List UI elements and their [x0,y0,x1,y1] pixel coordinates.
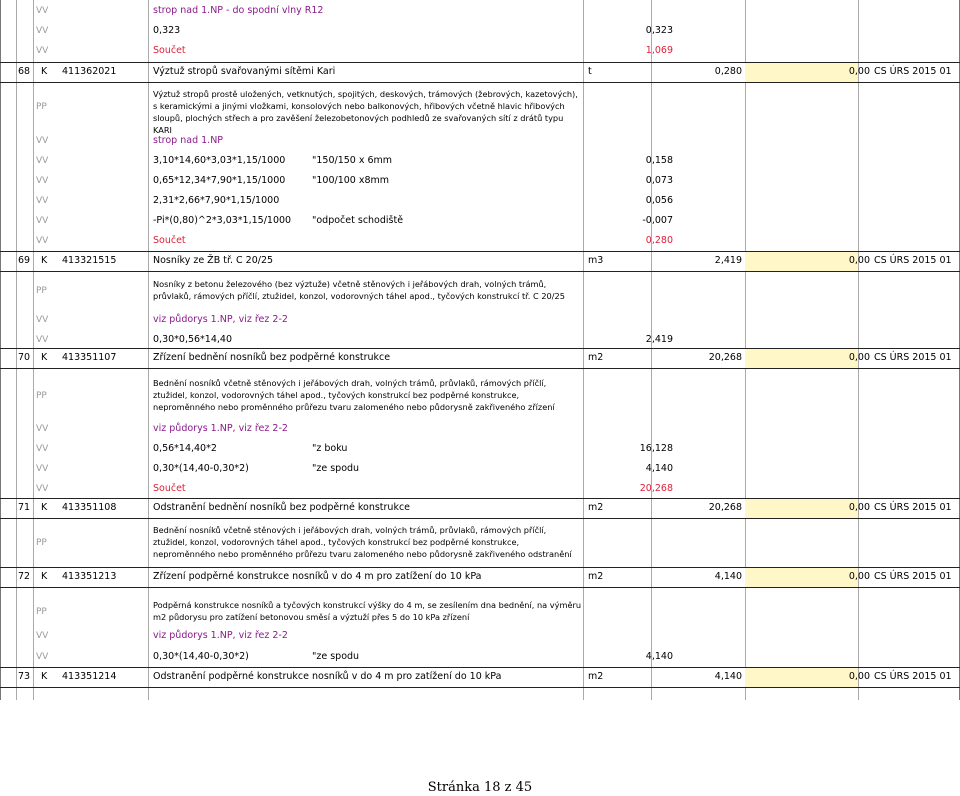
measurement-formula: 0,30*(14,40-0,30*2) [153,463,249,474]
row-tag-pp: PP [36,538,47,548]
row-tag-vv: VV [36,444,49,454]
item-code: 413351214 [62,671,117,682]
measurement-formula: Součet [153,235,186,246]
item-quantity: 20,268 [708,502,742,513]
item-unit: t [588,66,592,77]
item-separator [0,271,960,272]
row-tag-vv: VV [36,196,49,206]
measurement-formula: 0,30*0,56*14,40 [153,334,233,345]
measurement-formula: Součet [153,45,186,56]
measurement-quantity: 0,073 [645,175,673,186]
row-tag-vv: VV [36,46,49,56]
page-footer: Stránka 18 z 45 [427,780,533,795]
item-kind: K [41,502,48,513]
measurement-formula: strop nad 1.NP [153,135,224,146]
item-unit-price: 0,00 [848,255,870,266]
item-code: 413351108 [62,502,117,513]
grid-vline [0,0,1,700]
measurement-quantity: 4,140 [645,651,673,662]
item-kind: K [41,255,48,266]
item-unit: m3 [588,255,604,266]
item-description: Podpěrná konstrukce nosníků a tyčových konstrukcí výšky do 4 m, se zesílením dna bednění, na výměru m2 půdorysu pro zatížení betonovou směsí a výztuží přes 5 do 10 kPa zřízení [153,600,582,622]
item-separator [0,587,960,588]
measurement-formula: strop nad 1.NP - do spodní vlny R12 [153,5,324,16]
measurement-note: "100/100 x8mm [312,175,390,186]
measurement-formula: -Pi*(0,80)^2*3,03*1,15/1000 [153,215,292,226]
item-unit: m2 [588,671,604,682]
item-price-source: CS ÚRS 2015 01 [874,502,952,513]
measurement-formula: 0,65*12,34*7,90*1,15/1000 [153,175,286,186]
item-code: 413321515 [62,255,117,266]
measurement-quantity: 4,140 [645,463,673,474]
item-quantity: 4,140 [714,571,742,582]
row-tag-vv: VV [36,26,49,36]
row-tag-vv: VV [36,136,49,146]
item-unit: m2 [588,352,604,363]
grid-vline [858,0,859,700]
item-number: 68 [18,66,31,77]
row-tag-vv: VV [36,652,49,662]
row-tag-vv: VV [36,315,49,325]
row-tag-vv: VV [36,176,49,186]
item-unit-price: 0,00 [848,66,870,77]
item-kind: K [41,571,48,582]
row-tag-pp: PP [36,607,47,617]
item-number: 69 [18,255,31,266]
grid-vline [651,0,652,700]
measurement-formula: 0,30*(14,40-0,30*2) [153,651,249,662]
measurement-note: "ze spodu [312,651,360,662]
grid-vline [16,0,17,700]
item-description: Výztuž stropů prostě uložených, vetknutých, spojitých, deskových, trámových (žebrových, kazetových), s keramickými a jinými vložkami, konsolových nebo balkonových, hřibových včetně hlavic hřibových sloupů, plochých střech a pro zavěšení železobetonových podhledů ze svařovaných sítí z drátů typu KARI [153,89,578,135]
row-tag-vv: VV [36,335,49,345]
item-kind: K [41,671,48,682]
row-tag-vv: VV [36,216,49,226]
measurement-note: "odpočet schodiště [312,215,404,226]
measurement-quantity: 16,128 [639,443,673,454]
item-quantity: 4,140 [714,671,742,682]
row-tag-pp: PP [36,286,47,296]
item-unit-price: 0,00 [848,352,870,363]
grid-vline [33,0,34,700]
row-tag-pp: PP [36,102,47,112]
measurement-formula: 3,10*14,60*3,03*1,15/1000 [153,155,286,166]
item-code: 411362021 [62,66,117,77]
measurement-note: "ze spodu [312,463,360,474]
measurement-formula: 0,323 [153,25,181,36]
item-price-source: CS ÚRS 2015 01 [874,66,952,77]
row-tag-pp: PP [36,391,47,401]
measurement-formula: viz půdorys 1.NP, viz řez 2-2 [153,630,288,641]
grid-vline [583,0,584,700]
measurement-formula: Součet [153,483,186,494]
item-unit-price: 0,00 [848,671,870,682]
measurement-quantity: 2,419 [645,334,673,345]
item-price-source: CS ÚRS 2015 01 [874,571,952,582]
item-name: Nosníky ze ŽB tř. C 20/25 [153,255,274,266]
item-price-source: CS ÚRS 2015 01 [874,255,952,266]
item-unit-price: 0,00 [848,571,870,582]
row-tag-vv: VV [36,6,49,16]
item-number: 73 [18,671,31,682]
item-quantity: 2,419 [714,255,742,266]
measurement-quantity: 0,323 [645,25,673,36]
item-number: 71 [18,502,31,513]
item-separator [0,368,960,369]
measurement-formula: viz půdorys 1.NP, viz řez 2-2 [153,314,288,325]
measurement-quantity: 0,056 [645,195,673,206]
measurement-quantity: -0,007 [642,215,673,226]
item-code: 413351213 [62,571,117,582]
measurement-note: "150/150 x 6mm [312,155,393,166]
item-price-source: CS ÚRS 2015 01 [874,352,952,363]
item-code: 413351107 [62,352,117,363]
measurement-quantity: 0,158 [645,155,673,166]
measurement-quantity: 1,069 [645,45,673,56]
item-unit: m2 [588,502,604,513]
item-name: Zřízení podpěrné konstrukce nosníků v do 4 m pro zatížení do 10 kPa [153,571,482,582]
measurement-quantity: 20,268 [639,483,673,494]
item-separator [0,518,960,519]
row-tag-vv: VV [36,236,49,246]
measurement-formula: 0,56*14,40*2 [153,443,217,454]
row-tag-vv: VV [36,484,49,494]
item-name: Výztuž stropů svařovanými sítěmi Kari [153,66,336,77]
row-tag-vv: VV [36,424,49,434]
measurement-formula: 2,31*2,66*7,90*1,15/1000 [153,195,280,206]
item-name: Odstranění podpěrné konstrukce nosníků v do 4 m pro zatížení do 10 kPa [153,671,502,682]
item-name: Odstranění bednění nosníků bez podpěrné konstrukce [153,502,411,513]
item-unit: m2 [588,571,604,582]
item-quantity: 20,268 [708,352,742,363]
item-description: Bednění nosníků včetně stěnových i jeřábových drah, volných trámů, průvlaků, rámových příčlí, ztužidel, konzol, vodorovných táhel apod., tyčových konstrukcí bez podpěrné konstrukce, neproměnného nebo proměnného průřezu tvaru zalomeného nebo půdorysně zakřiveného odstranění [153,525,572,559]
measurement-note: "z boku [312,443,348,454]
item-unit-price: 0,00 [848,502,870,513]
item-description: Bednění nosníků včetně stěnových i jeřábových drah, volných trámů, průvlaků, rámových příčlí, ztužidel, konzol, vodorovných táhel apod., tyčových konstrukcí bez podpěrné konstrukce, neproměnného nebo proměnného průřezu tvaru zalomeného nebo půdorysně zakřiveného zřízení [153,378,555,412]
measurement-formula: viz půdorys 1.NP, viz řez 2-2 [153,423,288,434]
item-number: 72 [18,571,31,582]
row-tag-vv: VV [36,631,49,641]
sheet-bottom-rule [0,687,960,688]
row-tag-vv: VV [36,156,49,166]
item-quantity: 0,280 [714,66,742,77]
row-tag-vv: VV [36,464,49,474]
item-kind: K [41,352,48,363]
item-description: Nosníky z betonu železového (bez výztuže) včetně stěnových i jeřábových drah, volných trámů, průvlaků, rámových příčlí, ztužidel, konzol, vodorovných táhel apod., tyčových konstrukcí tř. C 20/25 [153,279,565,301]
item-price-source: CS ÚRS 2015 01 [874,671,952,682]
item-separator [0,82,960,83]
grid-vline [148,0,149,700]
item-number: 70 [18,352,31,363]
item-kind: K [41,66,48,77]
item-name: Zřízení bednění nosníků bez podpěrné konstrukce [153,352,391,363]
measurement-quantity: 0,280 [645,235,673,246]
